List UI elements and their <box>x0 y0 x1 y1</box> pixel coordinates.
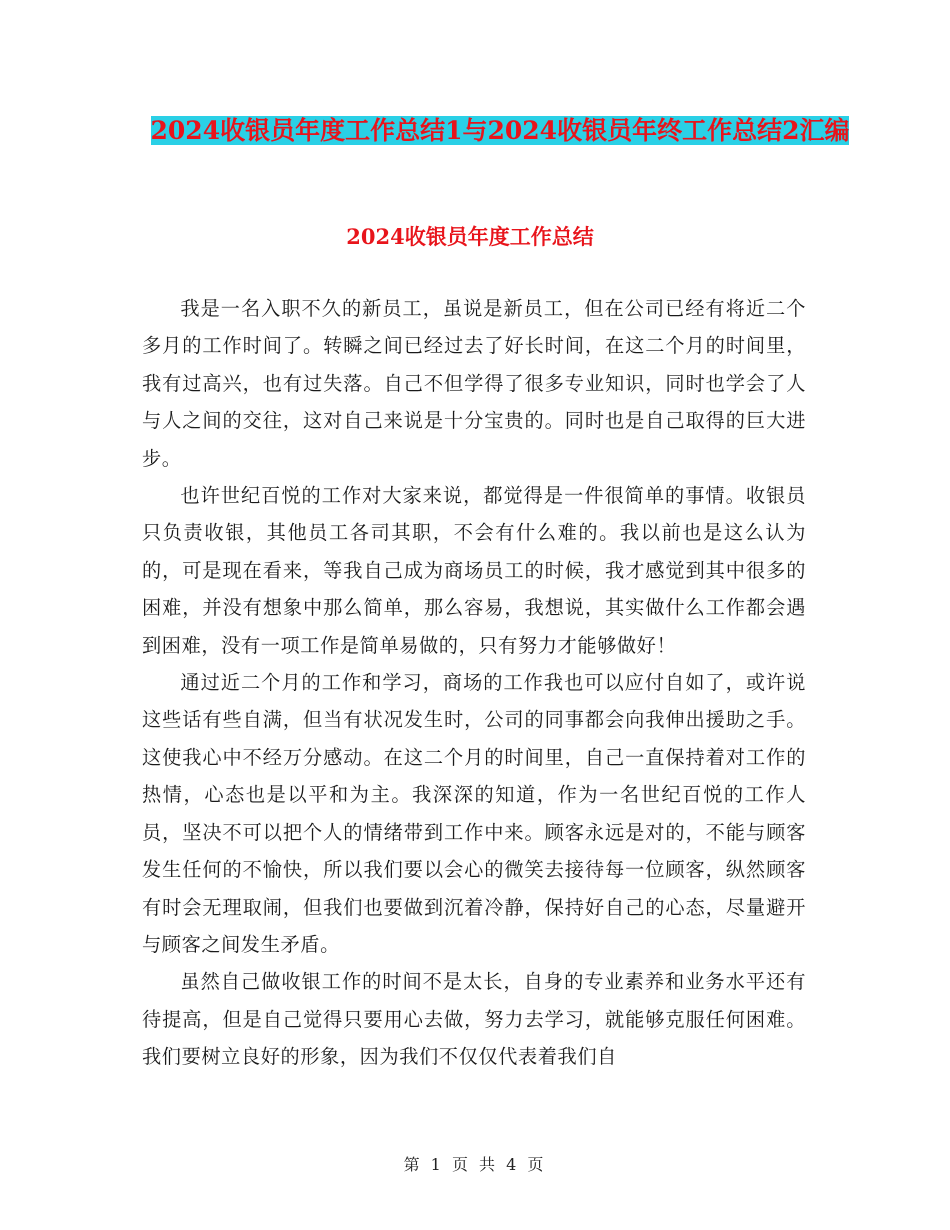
section-title: 2024收银员年度工作总结 <box>346 224 594 249</box>
paragraph: 虽然自己做收银工作的时间不是太长，自身的专业素养和业务水平还有待提高，但是自己觉得只要用心去做，努力去学习，就能够克服任何困难。我们要树立良好的形象，因为我们不仅仅代表着我们自 <box>142 970 806 1069</box>
paragraph: 也许世纪百悦的工作对大家来说，都觉得是一件很简单的事情。收银员只负责收银，其他员工各司其职，不会有什么难的。我以前也是这么认为的，可是现在看来，等我自己成为商场员工的时候，我才感觉到其中很多的困难，并没有想象中那么简单，那么容易，我想说，其实做什么工作都会遇到困难，没有一项工作是简单易做的，只有努力才能够做好！ <box>142 484 806 657</box>
document-title <box>140 108 860 154</box>
document-body <box>142 290 806 1076</box>
document-title-text: 2024收银员年度工作总结1与2024收银员年终工作总结2汇编 <box>150 116 850 145</box>
paragraph: 我是一名入职不久的新员工，虽说是新员工，但在公司已经有将近二个多月的工作时间了。转瞬之间已经过去了好长时间，在这二个月的时间里，我有过高兴，也有过失落。自己不但学得了很多专业知识，同时也学会了人与人之间的交往，这对自己来说是十分宝贵的。同时也是自己取得的巨大进步。 <box>142 297 806 470</box>
page-number-footer: 第 1 页 共 4 页 <box>403 1155 547 1174</box>
paragraph: 通过近二个月的工作和学习，商场的工作我也可以应付自如了，或许说这些话有些自满，但当有状况发生时，公司的同事都会向我伸出援助之手。这使我心中不经万分感动。在这二个月的时间里，自己一直保持着对工作的热情，心态也是以平和为主。我深深的知道，作为一名世纪百悦的工作人员，坚决不可以把个人的情绪带到工作中来。顾客永远是对的，不能与顾客发生任何的不愉快，所以我们要以会心的微笑去接待每一位顾客，纵然顾客有时会无理取闹，但我们也要做到沉着冷静，保持好自己的心态，尽量避开与顾客之间发生矛盾。 <box>142 671 806 956</box>
